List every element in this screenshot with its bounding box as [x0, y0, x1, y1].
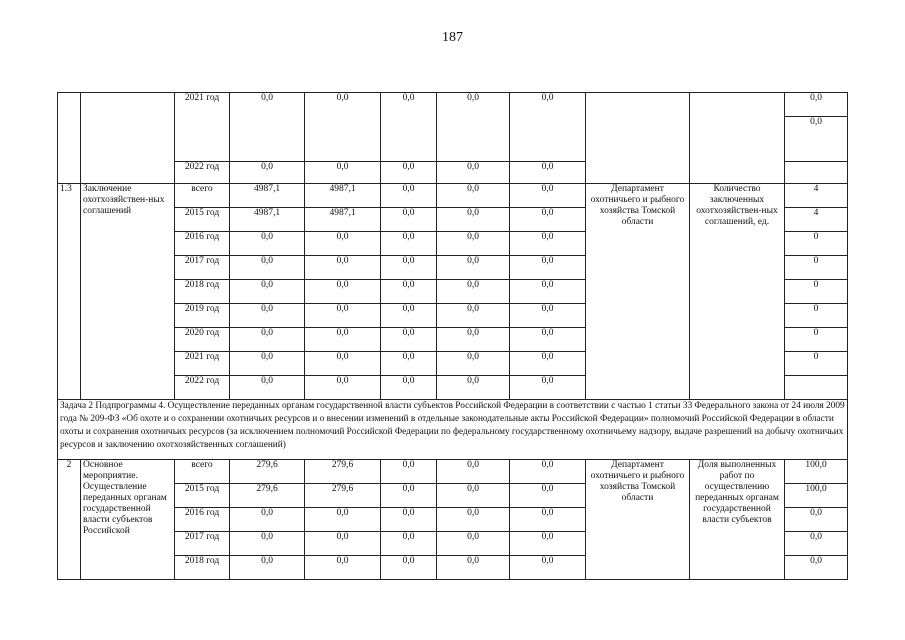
value-cell: 0,0: [230, 352, 305, 376]
value-cell: 279,6: [305, 484, 381, 508]
indicator-cell: [690, 93, 785, 184]
value-cell: 0,0: [381, 484, 437, 508]
value-cell: 0,0: [510, 256, 586, 280]
indicator-value-cell: 0: [785, 304, 848, 328]
value-cell: 0,0: [381, 556, 437, 580]
indicator-value-cell: 4: [785, 208, 848, 232]
value-cell: 0,0: [305, 280, 381, 304]
value-cell: 0,0: [510, 460, 586, 484]
value-cell: 0,0: [230, 162, 305, 184]
value-cell: 0,0: [437, 304, 510, 328]
indicator-name: Доля выполненных работ по осуществлению переданных органам государственной власти субъектов: [690, 460, 785, 580]
indicator-value-cell: 0: [785, 328, 848, 352]
value-cell: 0,0: [381, 208, 437, 232]
value-cell: 0,0: [381, 184, 437, 208]
value-cell: 0,0: [305, 162, 381, 184]
value-cell: 0,0: [510, 556, 586, 580]
value-cell: 4987,1: [230, 208, 305, 232]
value-cell: 4987,1: [305, 184, 381, 208]
indicator-name: Количество заключенных охотхозяйствен-ных соглашений, ед.: [690, 184, 785, 400]
value-cell: 0,0: [230, 93, 305, 162]
indicator-value-cell: 0,0: [785, 508, 848, 532]
value-cell: 0,0: [437, 352, 510, 376]
value-cell: 0,0: [437, 280, 510, 304]
year-cell: всего: [175, 184, 230, 208]
value-cell: 279,6: [230, 484, 305, 508]
department-cell: Департамент охотничьего и рыбного хозяйства Томской области: [586, 184, 690, 400]
value-cell: 0,0: [510, 376, 586, 400]
indicator-value-cell: 0,0: [785, 556, 848, 580]
value-cell: 0,0: [230, 328, 305, 352]
value-cell: 0,0: [510, 232, 586, 256]
year-cell: 2017 год: [175, 532, 230, 556]
page-number: 187: [442, 30, 463, 45]
value-cell: 0,0: [437, 376, 510, 400]
value-cell: 0,0: [381, 162, 437, 184]
indicator-value-cell: [785, 162, 848, 184]
indicator-value-cell: 100,0: [785, 460, 848, 484]
index-cell: [58, 93, 81, 184]
value-cell: 0,0: [230, 556, 305, 580]
year-cell: 2022 год: [175, 162, 230, 184]
value-cell: 0,0: [437, 556, 510, 580]
year-cell: 2018 год: [175, 280, 230, 304]
year-cell: 2016 год: [175, 232, 230, 256]
year-cell: 2022 год: [175, 376, 230, 400]
value-cell: 279,6: [230, 460, 305, 484]
value-cell: 0,0: [305, 556, 381, 580]
value-cell: 0,0: [437, 232, 510, 256]
value-cell: 0,0: [381, 304, 437, 328]
value-cell: 0,0: [381, 352, 437, 376]
value-cell: 0,0: [381, 328, 437, 352]
value-cell: 0,0: [305, 256, 381, 280]
value-cell: 0,0: [510, 352, 586, 376]
value-cell: 0,0: [381, 532, 437, 556]
value-cell: 0,0: [305, 352, 381, 376]
department-cell: [586, 93, 690, 184]
value-cell: 0,0: [381, 508, 437, 532]
year-cell: 2017 год: [175, 256, 230, 280]
value-cell: 0,0: [510, 93, 586, 162]
top-block: [58, 93, 848, 184]
value-cell: 0,0: [437, 460, 510, 484]
value-cell: 0,0: [510, 208, 586, 232]
block-1-3: [58, 184, 848, 400]
row-index: 2: [58, 460, 81, 580]
indicator-value-cell: 0: [785, 280, 848, 304]
year-cell: 2015 год: [175, 208, 230, 232]
value-cell: 0,0: [381, 376, 437, 400]
indicator-value-cell: 0,0: [785, 117, 848, 162]
value-cell: 0,0: [437, 532, 510, 556]
value-cell: 0,0: [305, 93, 381, 162]
value-cell: 0,0: [510, 304, 586, 328]
indicator-value-cell: 100,0: [785, 484, 848, 508]
value-cell: 0,0: [230, 232, 305, 256]
value-cell: 0,0: [305, 232, 381, 256]
department-cell: Департамент охотничьего и рыбного хозяйства Томской области: [586, 460, 690, 580]
year-cell: всего: [175, 460, 230, 484]
value-cell: 0,0: [437, 484, 510, 508]
value-cell: 0,0: [381, 93, 437, 162]
year-cell: 2021 год: [175, 352, 230, 376]
indicator-value-cell: 0,0: [785, 93, 848, 117]
task-block: [58, 400, 848, 460]
value-cell: 0,0: [437, 184, 510, 208]
measure-name: Основное мероприятие. Осуществление переданных органам государственной власти субъектов Российской: [81, 460, 175, 580]
value-cell: 0,0: [510, 184, 586, 208]
value-cell: 0,0: [230, 304, 305, 328]
indicator-value-cell: 0,0: [785, 532, 848, 556]
value-cell: 0,0: [230, 532, 305, 556]
value-cell: 0,0: [510, 162, 586, 184]
year-cell: 2015 год: [175, 484, 230, 508]
value-cell: 0,0: [381, 256, 437, 280]
value-cell: 0,0: [230, 256, 305, 280]
value-cell: 0,0: [230, 508, 305, 532]
value-cell: 0,0: [510, 508, 586, 532]
row-index: 1.3: [58, 184, 81, 400]
value-cell: 0,0: [381, 460, 437, 484]
year-cell: 2016 год: [175, 508, 230, 532]
task-description: Задача 2 Подпрограммы 4. Осуществление переданных органам государственной власти субъектов Российской Федерации в соответствии с частью 1 статьи 33 Федерального закона от 24 июля 2009 года № 209-ФЗ «Об охоте и о сохранении охотничьих ресурсов и о внесении изменений в отдельные законодательные акты Российской Федерации» полномочий Российской Федерации в области охоты и сохранения охотничьих ресурсов (за исключением полномочий Российской Федерации по федеральному государственному охотничьему надзору, выдаче разрешений на добычу охотничьих ресурсов и заключению охотхозяйственных соглашений): [58, 400, 848, 460]
value-cell: 0,0: [437, 162, 510, 184]
value-cell: 0,0: [437, 328, 510, 352]
indicator-value-cell: 0: [785, 352, 848, 376]
budget-table: [57, 92, 848, 580]
year-cell: 2020 год: [175, 328, 230, 352]
value-cell: 0,0: [230, 280, 305, 304]
indicator-value-cell: [785, 376, 848, 400]
value-cell: 0,0: [305, 532, 381, 556]
value-cell: 0,0: [510, 328, 586, 352]
year-cell: 2021 год: [175, 93, 230, 162]
year-cell: 2018 год: [175, 556, 230, 580]
value-cell: 0,0: [230, 376, 305, 400]
value-cell: 0,0: [510, 484, 586, 508]
value-cell: 0,0: [305, 508, 381, 532]
value-cell: 0,0: [381, 232, 437, 256]
value-cell: 0,0: [510, 532, 586, 556]
value-cell: 0,0: [437, 256, 510, 280]
value-cell: 4987,1: [230, 184, 305, 208]
year-cell: 2019 год: [175, 304, 230, 328]
value-cell: 0,0: [305, 328, 381, 352]
indicator-value-cell: 0: [785, 256, 848, 280]
value-cell: 0,0: [305, 376, 381, 400]
value-cell: 0,0: [437, 208, 510, 232]
indicator-value-cell: 4: [785, 184, 848, 208]
indicator-value-cell: 0: [785, 232, 848, 256]
value-cell: 0,0: [510, 280, 586, 304]
value-cell: 0,0: [305, 304, 381, 328]
value-cell: 0,0: [437, 93, 510, 162]
measure-name: Заключение охотхозяйствен-ных соглашений: [81, 184, 175, 400]
value-cell: 0,0: [437, 508, 510, 532]
value-cell: 279,6: [305, 460, 381, 484]
name-cell: [81, 93, 175, 184]
value-cell: 0,0: [381, 280, 437, 304]
value-cell: 4987,1: [305, 208, 381, 232]
block-2: [58, 460, 848, 580]
